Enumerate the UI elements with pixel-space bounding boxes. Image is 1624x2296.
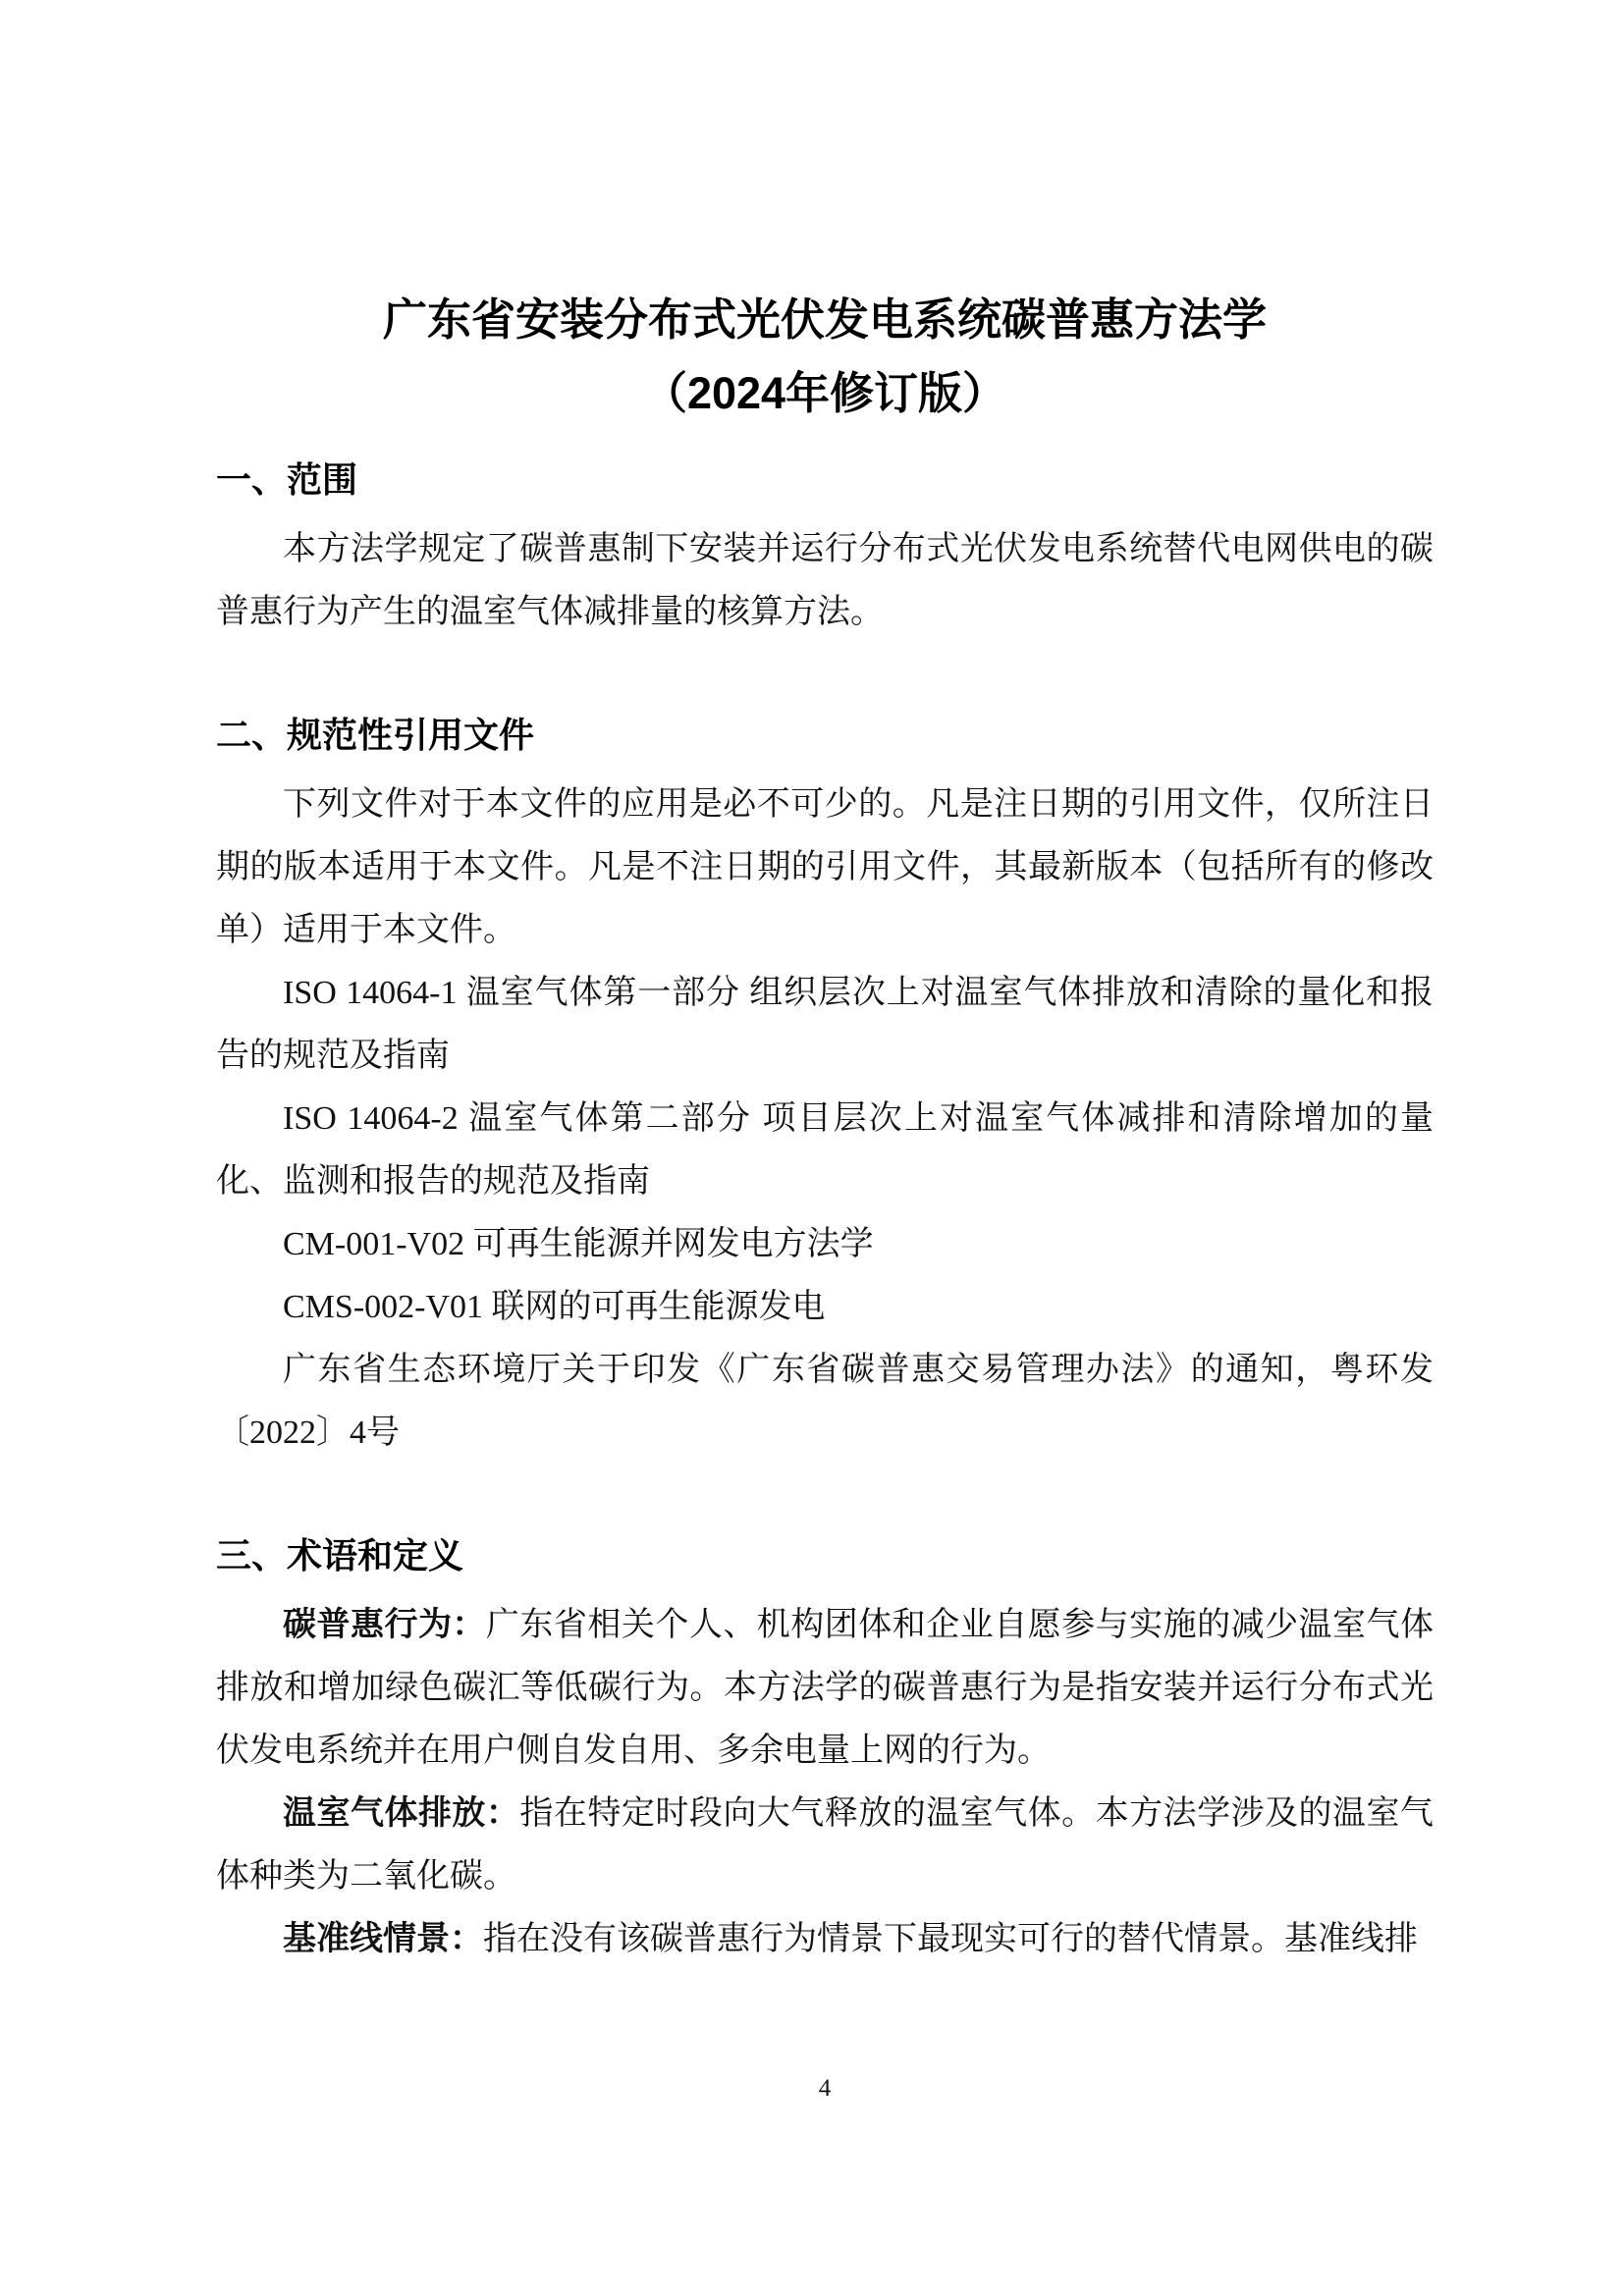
reference-item: ISO 14064-1 温室气体第一部分 组织层次上对温室气体排放和清除的量化和报告的规范及指南 bbox=[216, 975, 1434, 1074]
term-text: 指在没有该碳普惠行为情景下最现实可行的替代情景。基准线排 bbox=[483, 1921, 1418, 1957]
term-label: 基准线情景： bbox=[283, 1921, 483, 1957]
page-number: 4 bbox=[818, 2075, 832, 2102]
reference-item: CMS-002-V01 联网的可再生能源发电 bbox=[283, 1289, 826, 1325]
section-heading-scope: 一、范围 bbox=[216, 459, 358, 500]
reference-item: CM-001-V02 可再生能源并网发电方法学 bbox=[283, 1226, 874, 1262]
term-label: 碳普惠行为： bbox=[283, 1607, 486, 1643]
term-definition bbox=[216, 1908, 1434, 1971]
term-definition bbox=[216, 1594, 1434, 1783]
term-label: 温室气体排放： bbox=[283, 1795, 520, 1832]
reference-item: 广东省生态环境厅关于印发《广东省碳普惠交易管理办法》的通知，粤环发〔2022〕4号 bbox=[216, 1352, 1434, 1451]
paragraph-references-intro: 下列文件对于本文件的应用是必不可少的。凡是注日期的引用文件，仅所注日期的版本适用于本文件。凡是不注日期的引用文件，其最新版本（包括所有的修改单）适用于本文件。 bbox=[216, 786, 1434, 948]
document-subtitle: （2024年修订版） bbox=[642, 368, 1007, 418]
term-text: 广东省相关个人、机构团体和企业自愿参与实施的减少温室气体排放和增加绿色碳汇等低碳行为。本方法学的碳普惠行为是指安装并运行分布式光伏发电系统并在用户侧自发自用、多余电量上网的行为。 bbox=[216, 1607, 1435, 1769]
reference-item: ISO 14064-2 温室气体第二部分 项目层次上对温室气体减排和清除增加的量化、监测和报告的规范及指南 bbox=[216, 1100, 1434, 1200]
document-title: 广东省安装分布式光伏发电系统碳普惠方法学 bbox=[382, 294, 1267, 345]
paragraph-scope: 本方法学规定了碳普惠制下安装并运行分布式光伏发电系统替代电网供电的碳普惠行为产生的温室气体减排量的核算方法。 bbox=[216, 531, 1434, 630]
section-heading-references: 二、规范性引用文件 bbox=[216, 715, 535, 755]
section-heading-terms: 三、术语和定义 bbox=[216, 1535, 464, 1575]
term-definition bbox=[216, 1783, 1434, 1908]
term-text: 指在特定时段向大气释放的温室气体。本方法学涉及的温室气体种类为二氧化碳。 bbox=[216, 1795, 1435, 1895]
